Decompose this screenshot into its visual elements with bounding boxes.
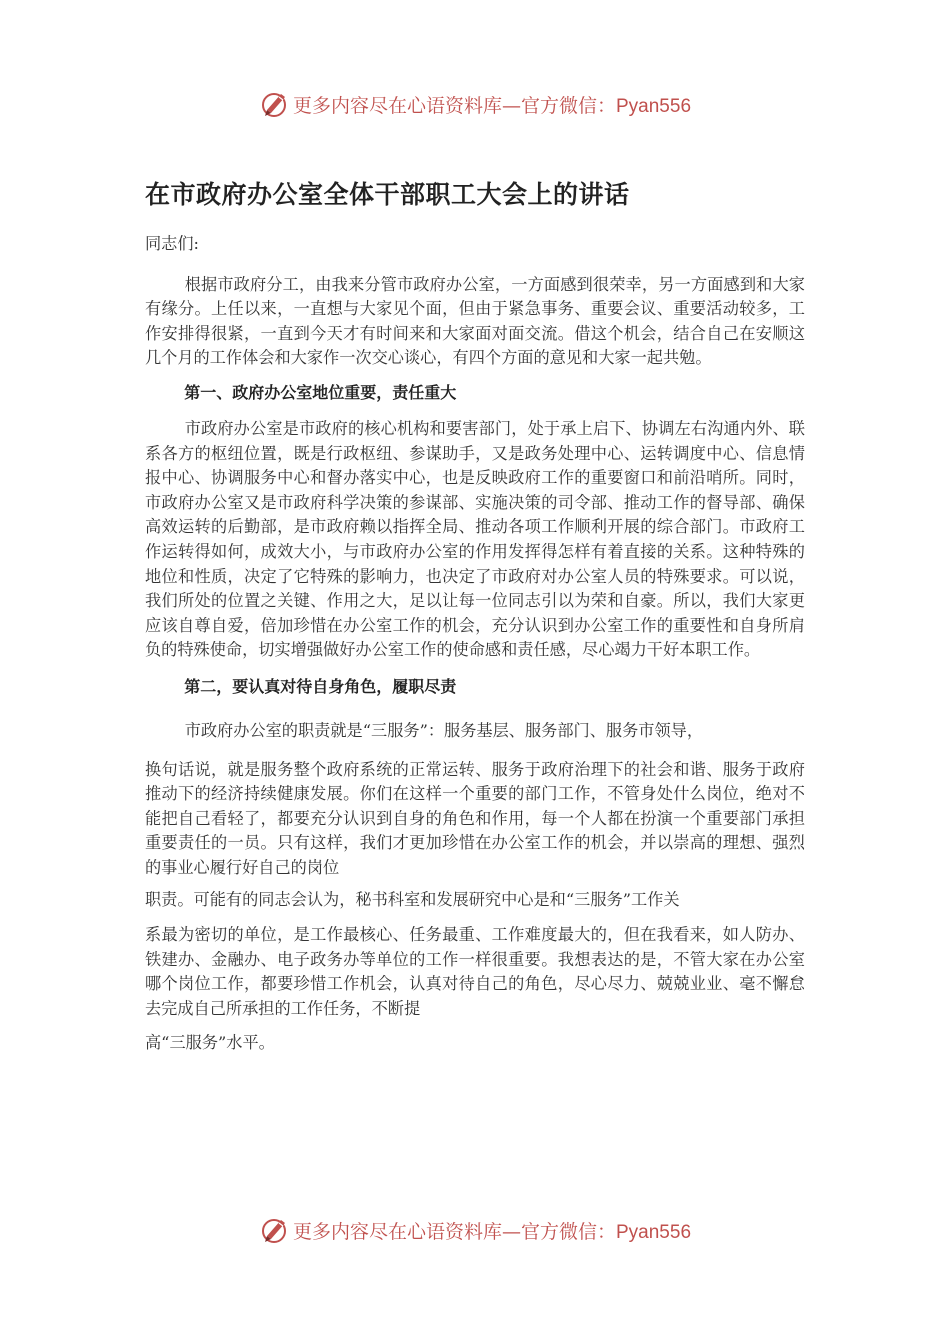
footer-wechat-id: Pyan556 <box>616 1221 692 1243</box>
section-2-paragraph-4: 系最为密切的单位，是工作最核心、任务最重、工作难度最大的，但在我看来，如人防办、铁建办、金融办、电子政务办等单位的工作一样很重要。我想表达的是，不管大家在办公室哪个岗位工作，都要珍惜工作机会，认真对待自己的角色，尽心尽力、兢兢业业、毫不懈怠去完成自己所承担的工作任务，不断提 <box>145 925 805 1018</box>
header-banner-text <box>293 91 691 118</box>
section-2-paragraph-2: 换句话说，就是服务整个政府系统的正常运转、服务于政府治理下的社会和谐、服务于政府推动下的经济持续健康发展。你们在这样一个重要的部门工作，不管身处什么岗位，绝对不能把自己看轻了，都要充分认识到自身的角色和作用，每一个人都在扮演一个重要部门承担重要责任的一员。只有这样，我们才更加珍惜在办公室工作的机会，并以崇高的理想、强烈的事业心履行好自己的岗位 <box>145 759 805 877</box>
pen-logo-icon <box>259 88 291 120</box>
salutation: 同志们: <box>145 234 200 253</box>
pen-logo-icon <box>259 1214 291 1246</box>
header-banner <box>0 84 950 124</box>
document-body <box>145 170 805 1056</box>
section-2-paragraph-3: 职责。可能有的同志会认为，秘书科室和发展研究中心是和“三服务”工作关 <box>145 890 680 910</box>
intro-paragraph: 根据市政府分工，由我来分管市政府办公室，一方面感到很荣幸，另一方面感到和大家有缘分。上任以来，一直想与大家见个面，但由于紧急事务、重要会议、重要活动较多，工作安排得很紧，一直到今天才有时间来和大家面对面交流。借这个机会，结合自己在安顺这几个月的工作体会和大家作一次交心谈心，有四个方面的意见和大家一起共勉。 <box>145 274 805 368</box>
header-banner-label: 更多内容尽在心语资料库—官方微信： <box>292 94 616 117</box>
footer-banner-text <box>293 1217 691 1244</box>
footer-banner <box>0 1210 950 1250</box>
document-title: 在市政府办公室全体干部职工大会上的讲话 <box>145 180 630 209</box>
section-2-paragraph-5: 高“三服务”水平。 <box>145 1033 275 1053</box>
section-2-paragraph-1: 市政府办公室的职责就是“三服务”：服务基层、服务部门、服务市领导， <box>184 720 704 740</box>
section-1-paragraph: 市政府办公室是市政府的核心机构和要害部门，处于承上启下、协调左右沟通内外、联系各方的枢纽位置，既是行政枢纽、参谋助手，又是政务处理中心、运转调度中心、信息情报中心、协调服务中心和督办落实中心，也是反映政府工作的重要窗口和前沿哨所。同时，市政府办公室又是市政府科学决策的参谋部、实施决策的司令部、推动工作的督导部、确保高效运转的后勤部，是市政府赖以指挥全局、推动各项工作顺利开展的综合部门。市政府工作运转得如何，成效大小，与市政府办公室的作用发挥得怎样有着直接的关系。这种特殊的地位和性质，决定了它特殊的影响力，也决定了市政府对办公室人员的特殊要求。可以说，我们所处的位置之关键、作用之大，足以让每一位同志引以为荣和自豪。所以，我们大家更应该自尊自爱，倍加珍惜在办公室工作的机会，充分认识到办公室工作的重要性和自身所肩负的特殊使命，切实增强做好办公室工作的使命感和责任感，尽心竭力干好本职工作。 <box>145 418 805 660</box>
section-heading-2: 第二，要认真对待自身角色，履职尽责 <box>184 676 457 696</box>
footer-banner-label: 更多内容尽在心语资料库—官方微信： <box>292 1220 616 1243</box>
header-wechat-id: Pyan556 <box>616 95 692 117</box>
section-heading-1: 第一、政府办公室地位重要，责任重大 <box>184 382 457 402</box>
